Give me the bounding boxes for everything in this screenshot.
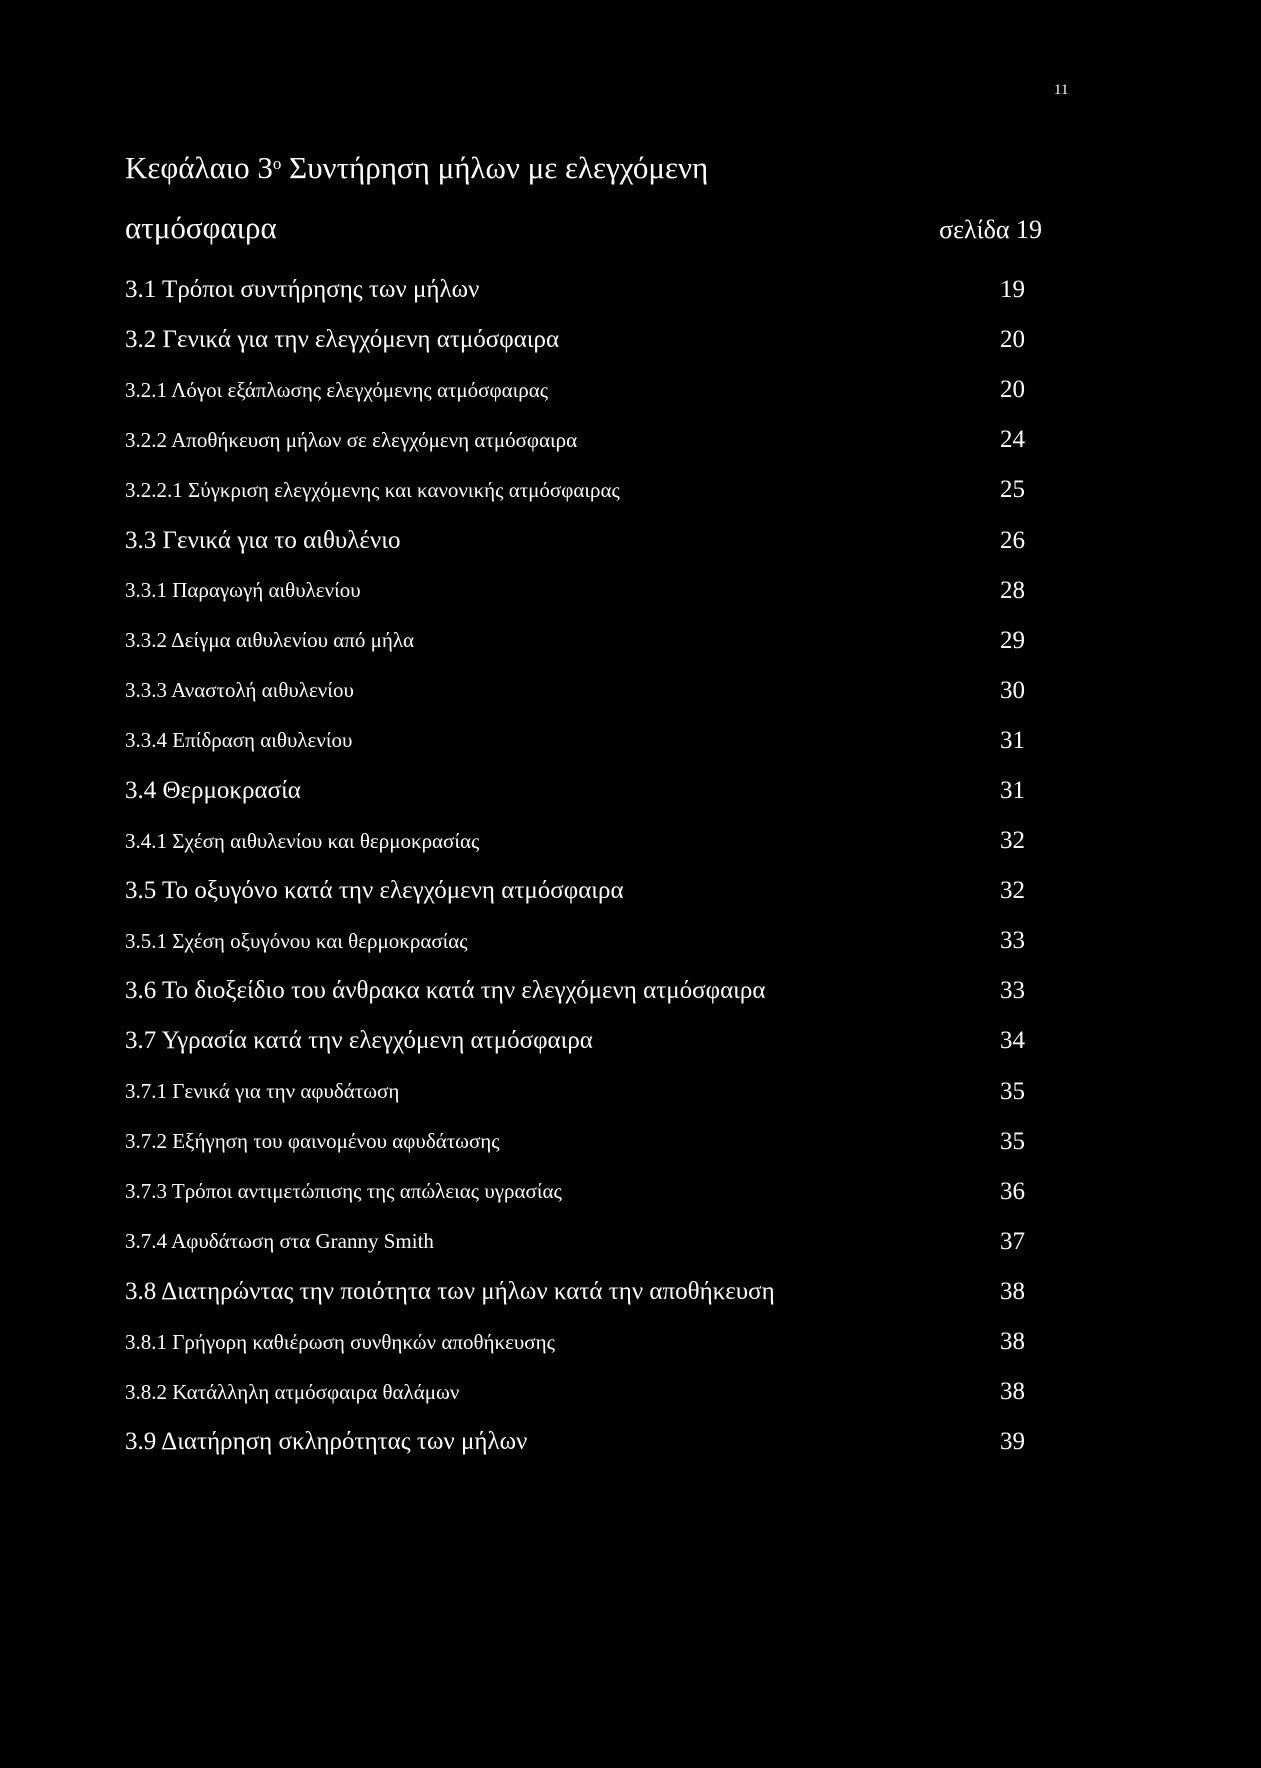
toc-entry-page: 31 (1000, 776, 1025, 804)
chapter-title-prefix: Κεφάλαιο 3 (125, 150, 273, 185)
toc-entry-page: 31 (1000, 726, 1025, 754)
toc-entry-page: 35 (1000, 1127, 1025, 1155)
toc-entry-title: 3.8 Διατηρώντας την ποιότητα των μήλων κατά την αποθήκευση (125, 1277, 775, 1305)
toc-entry (125, 816, 1040, 866)
toc-entry-page: 32 (1000, 877, 1025, 905)
toc-entry (125, 1016, 1040, 1066)
toc-entry-title: 3.7.2 Εξήγηση του φαινομένου αφυδάτωσης (125, 1129, 500, 1154)
toc-entry (125, 1067, 1040, 1117)
chapter-heading (125, 148, 1045, 245)
toc-entry-title: 3.8.1 Γρήγορη καθιέρωση συνθηκών αποθήκευσης (125, 1329, 555, 1354)
toc-entry-page: 28 (1000, 576, 1025, 604)
toc-entry-title: 3.7.1 Γενικά για την αφυδάτωση (125, 1079, 400, 1104)
toc-entry-page: 24 (1000, 426, 1025, 454)
toc-entry-page: 30 (1000, 676, 1025, 704)
toc-entry-title: 3.7.4 Αφυδάτωση στα Granny Smith (125, 1229, 434, 1254)
toc-entry-title: 3.9 Διατήρηση σκληρότητας των μήλων (125, 1428, 528, 1456)
toc-entry (125, 616, 1040, 666)
toc-entry-title: 3.2.2.1 Σύγκριση ελεγχόμενης και κανονικής ατμόσφαιρας (125, 477, 620, 502)
toc-entry-page: 25 (1000, 476, 1025, 504)
toc-entry (125, 265, 1040, 315)
toc-entry-title: 3.4 Θερμοκρασία (125, 776, 301, 804)
toc-entry-title: 3.8.2 Κατάλληλη ατμόσφαιρα θαλάμων (125, 1379, 460, 1404)
toc-entry-page: 33 (1000, 977, 1025, 1005)
toc-entry-title: 3.4.1 Σχέση αιθυλενίου και θερμοκρασίας (125, 828, 480, 853)
toc-entry-page: 19 (1000, 276, 1025, 304)
toc-entry (125, 415, 1040, 465)
toc-entry-title: 3.3.2 Δείγμα αιθυλενίου από μήλα (125, 628, 415, 653)
toc-entry (125, 515, 1040, 565)
toc-entry-title: 3.1 Τρόποι συντήρησης των μήλων (125, 276, 480, 304)
toc-entry (125, 866, 1040, 916)
toc-entry (125, 1367, 1040, 1417)
chapter-title-continuation: ατμόσφαιρα (125, 210, 277, 245)
toc-entry-title: 3.3.4 Επίδραση αιθυλενίου (125, 728, 353, 753)
toc-entry-page: 38 (1000, 1277, 1025, 1305)
toc-entry-page: 38 (1000, 1328, 1025, 1356)
toc-entry (125, 315, 1040, 365)
toc-entry-title: 3.2 Γενικά για την ελεγχόμενη ατμόσφαιρα (125, 326, 560, 354)
toc-entry-title: 3.3.3 Αναστολή αιθυλενίου (125, 678, 354, 703)
toc-entry-page: 39 (1000, 1428, 1025, 1456)
toc-entry-page: 32 (1000, 827, 1025, 855)
toc-entry-title: 3.3.1 Παραγωγή αιθυλενίου (125, 578, 361, 603)
toc-entry (125, 966, 1040, 1016)
table-of-contents (125, 265, 1040, 1467)
chapter-ordinal-superscript: ο (272, 154, 282, 173)
toc-entry-title: 3.2.1 Λόγοι εξάπλωσης ελεγχόμενης ατμόσφαιρας (125, 377, 549, 402)
toc-entry (125, 1267, 1040, 1317)
toc-entry (125, 766, 1040, 816)
chapter-title-line2 (125, 208, 1045, 248)
toc-entry (125, 365, 1040, 415)
toc-entry-title: 3.3 Γενικά για το αιθυλένιο (125, 526, 401, 554)
toc-entry (125, 1317, 1040, 1367)
chapter-page-ref: σελίδα 19 (939, 215, 1042, 244)
toc-entry-page: 20 (1000, 326, 1025, 354)
toc-entry-title: 3.7.3 Τρόποι αντιμετώπισης της απώλειας υγρασίας (125, 1179, 562, 1204)
toc-entry-page: 26 (1000, 526, 1025, 554)
chapter-title-line1 (125, 148, 1045, 188)
toc-entry (125, 716, 1040, 766)
toc-entry-page: 29 (1000, 626, 1025, 654)
toc-entry (125, 916, 1040, 966)
toc-entry (125, 1417, 1040, 1467)
toc-entry-page: 34 (1000, 1027, 1025, 1055)
toc-entry (125, 666, 1040, 716)
toc-entry-title: 3.7 Υγρασία κατά την ελεγχόμενη ατμόσφαιρα (125, 1027, 593, 1055)
chapter-title-rest: Συντήρηση μήλων με ελεγχόμενη (281, 150, 709, 185)
page-number: 11 (1054, 82, 1069, 98)
toc-entry-title: 3.2.2 Αποθήκευση μήλων σε ελεγχόμενη ατμόσφαιρα (125, 427, 578, 452)
toc-entry-page: 35 (1000, 1077, 1025, 1105)
toc-entry-page: 38 (1000, 1378, 1025, 1406)
toc-entry-page: 20 (1000, 376, 1025, 404)
toc-entry (125, 1117, 1040, 1167)
toc-entry (125, 566, 1040, 616)
toc-entry-title: 3.6 Το διοξείδιο του άνθρακα κατά την ελεγχόμενη ατμόσφαιρα (125, 977, 766, 1005)
toc-entry-page: 33 (1000, 927, 1025, 955)
toc-entry-page: 36 (1000, 1177, 1025, 1205)
toc-entry (125, 465, 1040, 515)
toc-entry-page: 37 (1000, 1227, 1025, 1255)
toc-entry (125, 1167, 1040, 1217)
toc-entry (125, 1217, 1040, 1267)
toc-entry-title: 3.5 Το οξυγόνο κατά την ελεγχόμενη ατμόσφαιρα (125, 877, 624, 905)
toc-entry-title: 3.5.1 Σχέση οξυγόνου και θερμοκρασίας (125, 928, 468, 953)
